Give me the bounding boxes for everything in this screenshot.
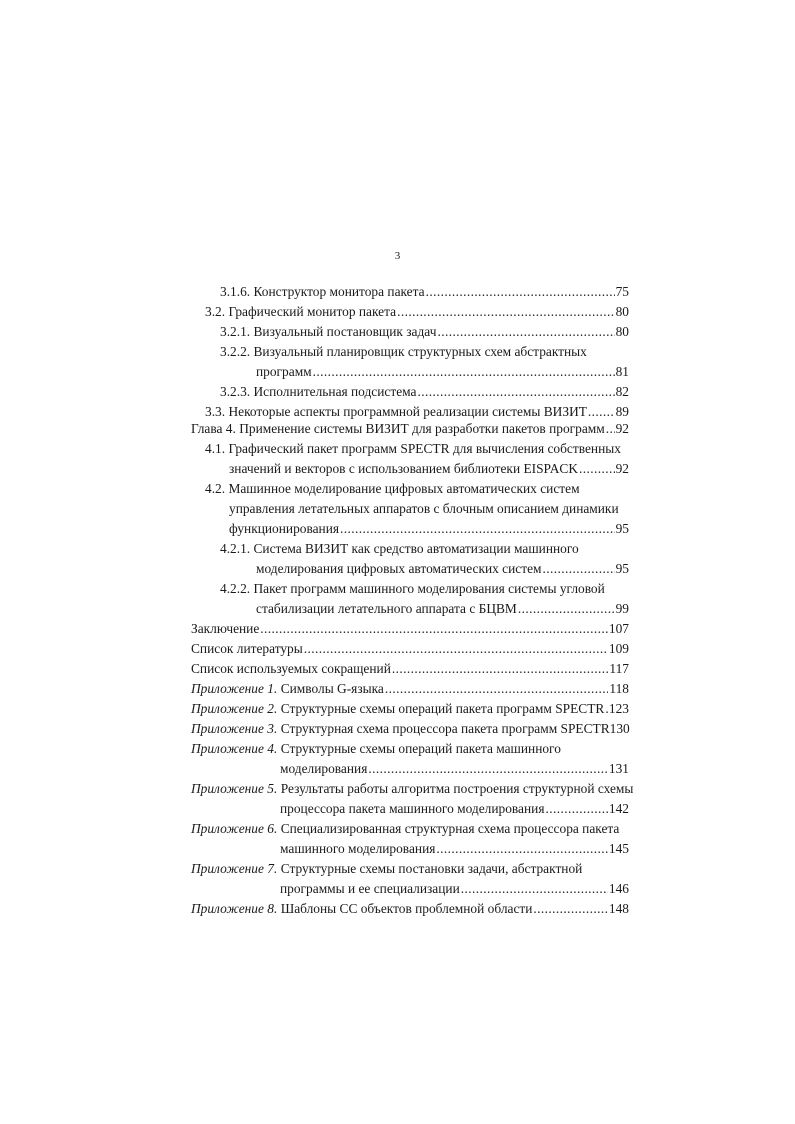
- toc-entry-continuation: машинного моделирования ..... 145: [280, 839, 629, 859]
- toc-entry: Приложение 3. Структурная схема процессора пакета программ SPECTR 130: [191, 721, 630, 736]
- toc-entry: 4.2.2. Пакет программ машинного моделирования системы угловой: [220, 581, 605, 596]
- toc-entry: Список используемых сокращений ..... 117: [191, 659, 629, 679]
- toc-entry-continuation: функционирования ..... 95: [229, 519, 629, 539]
- toc-entry: 3.2.2. Визуальный планировщик структурных схем абстрактных: [220, 344, 587, 359]
- toc-entry: Заключение ..... 107: [191, 619, 629, 639]
- toc-entry-continuation: значений и векторов с использованием библиотеки EISPACK ..... 92: [229, 459, 629, 479]
- page-number: 3: [394, 250, 401, 262]
- toc-entry: Приложение 7. Структурные схемы постановки задачи, абстрактной: [191, 861, 583, 876]
- toc-entry: 3.1.6. Конструктор монитора пакета ..... 75: [220, 282, 629, 302]
- toc-entry: 4.1. Графический пакет программ SPECTR для вычисления собственных: [205, 441, 621, 456]
- toc-entry: 4.2.1. Система ВИЗИТ как средство автоматизации машинного: [220, 541, 579, 556]
- toc-entry: Список литературы ..... 109: [191, 639, 629, 659]
- toc-entry: Приложение 4. Структурные схемы операций пакета машинного: [191, 741, 561, 756]
- toc-entry: Приложение 6. Специализированная структурная схема процессора пакета: [191, 821, 620, 836]
- toc-entry: 3.2.1. Визуальный постановщик задач ..... 80: [220, 322, 629, 342]
- toc-entry: Приложение 2. Структурные схемы операций пакета программ SPECTR ..... 123: [191, 699, 629, 719]
- toc-entry-continuation: программы и ее специализации ..... 146: [280, 879, 629, 899]
- toc-entry-continuation: моделирования ..... 131: [280, 759, 629, 779]
- toc-entry: 4.2. Машинное моделирование цифровых автоматических систем: [205, 481, 580, 496]
- toc-entry: Приложение 8. Шаблоны СС объектов проблемной области ..... 148: [191, 899, 629, 919]
- toc-entry-continuation: программ ..... 81: [256, 362, 629, 382]
- toc-entry: 3.3. Некоторые аспекты программной реализации системы ВИЗИТ ..... 89: [205, 402, 629, 422]
- toc-entry: 3.2. Графический монитор пакета ..... 80: [205, 302, 629, 322]
- toc-entry: Приложение 1. Символы G-языка ..... 118: [191, 679, 629, 699]
- toc-entry: Глава 4. Применение системы ВИЗИТ для разработки пакетов программ ..... 92: [191, 419, 629, 439]
- toc-entry-continuation: моделирования цифровых автоматических систем ..... 95: [256, 559, 629, 579]
- toc-entry: 3.2.3. Исполнительная подсистема ..... 82: [220, 382, 629, 402]
- toc-entry-continuation: стабилизации летательного аппарата с БЦВМ ..... 99: [256, 599, 629, 619]
- toc-entry-continuation: управления летательных аппаратов с блочным описанием динамики: [229, 501, 619, 516]
- toc-entry: Приложение 5. Результаты работы алгоритма построения структурной схемы: [191, 781, 634, 796]
- toc-entry-continuation: процессора пакета машинного моделирования ..... 142: [280, 799, 629, 819]
